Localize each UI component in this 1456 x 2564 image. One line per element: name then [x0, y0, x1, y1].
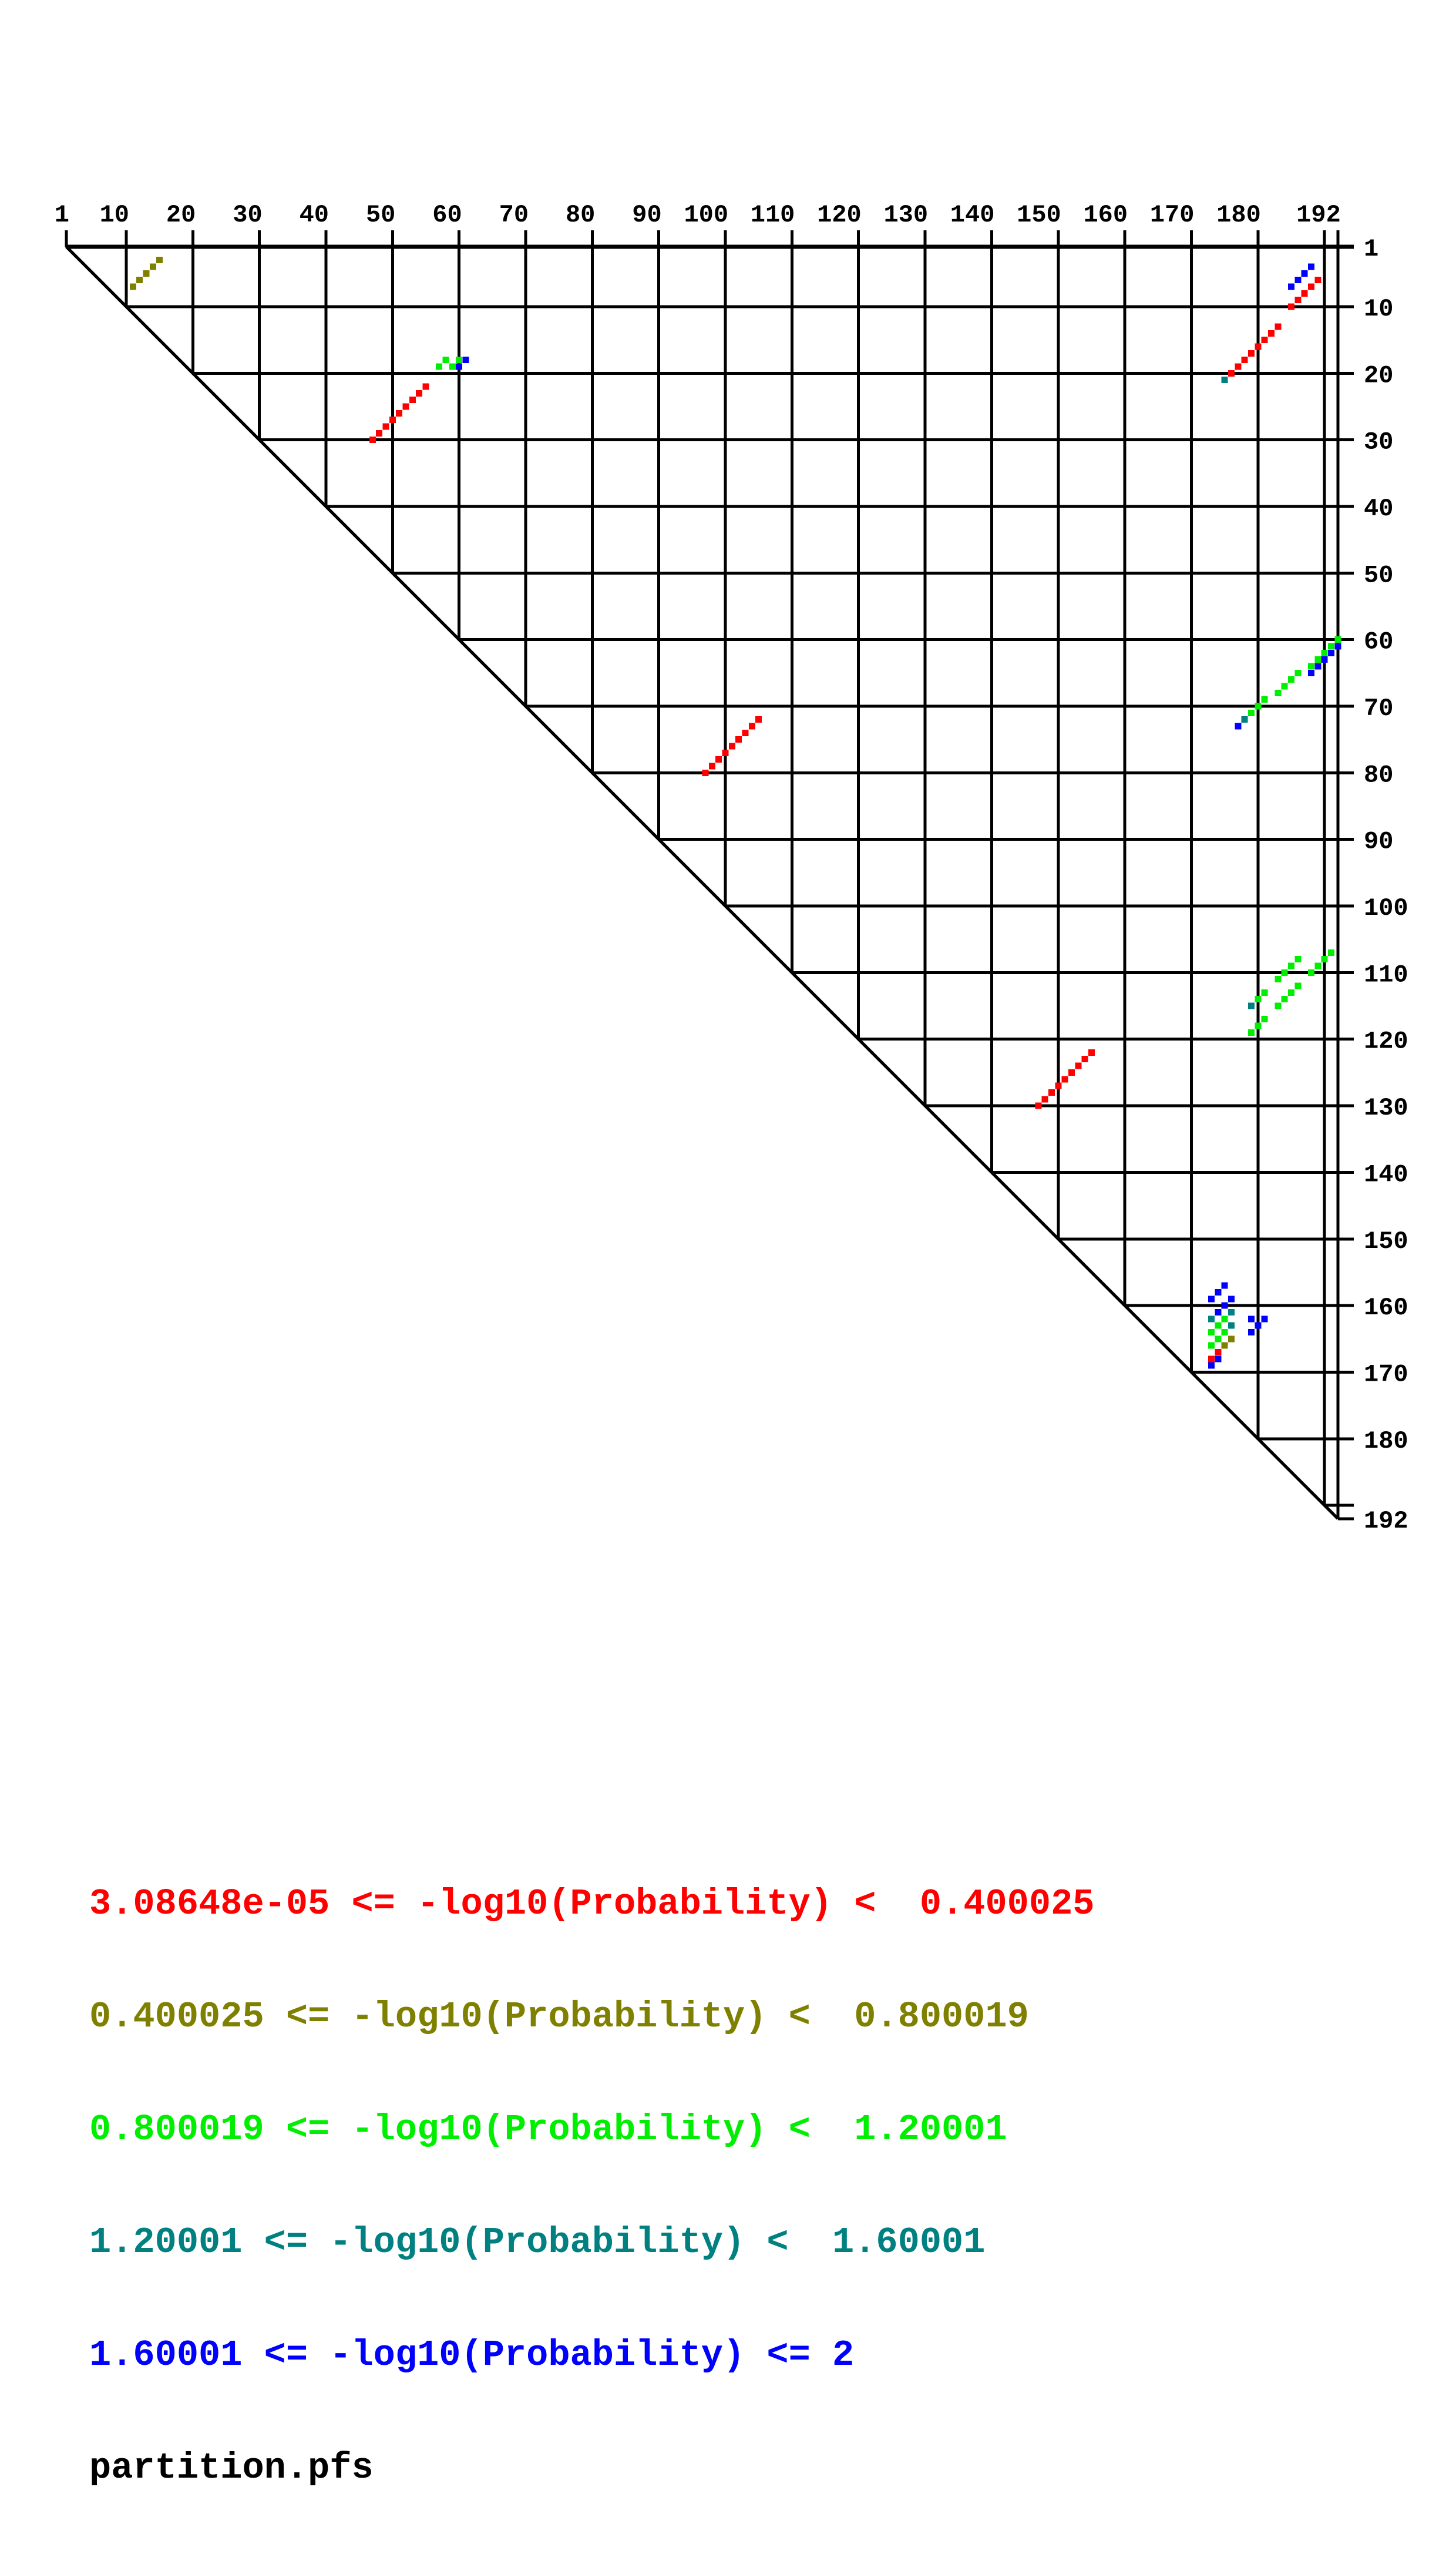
probability-dot: [1215, 1323, 1221, 1329]
probability-dot: [1228, 1335, 1235, 1342]
probability-dot: [1222, 1329, 1228, 1335]
top-axis-label: 120: [817, 201, 862, 229]
probability-dot: [1208, 1343, 1215, 1349]
right-axis-label: 70: [1364, 694, 1394, 723]
probability-dot: [1248, 1003, 1255, 1009]
probability-dot: [1288, 963, 1294, 969]
probability-dot: [1255, 996, 1261, 1002]
probability-dot: [130, 284, 136, 290]
probability-dot: [376, 430, 382, 437]
probability-dot: [1035, 1103, 1041, 1109]
plot-filename: partition.pfs: [89, 2447, 374, 2489]
probability-dot: [735, 736, 742, 743]
probability-dot: [1308, 663, 1314, 670]
legend-entry-red: 3.08648e-05 <= -log10(Probability) < 0.400025: [89, 1883, 1095, 1925]
probability-dot: [1328, 949, 1334, 956]
top-axis-label: 70: [499, 201, 529, 229]
probability-dot: [1308, 969, 1314, 976]
legend-entry-olive: 0.400025 <= -log10(Probability) < 0.800019: [89, 1996, 1029, 2038]
probability-dot: [1275, 976, 1281, 982]
probability-dot: [1082, 1056, 1088, 1062]
probability-dot: [1222, 1343, 1228, 1349]
probability-dot: [1208, 1315, 1215, 1322]
probability-dot: [1215, 1349, 1221, 1355]
probability-dot: [1328, 650, 1334, 656]
probability-dot: [1288, 284, 1294, 290]
probability-dot: [136, 277, 143, 283]
probability-dot: [1248, 350, 1255, 357]
probability-dot: [1048, 1089, 1055, 1096]
probability-dot: [1294, 983, 1301, 989]
right-axis-label: 1: [1364, 235, 1379, 263]
probability-dot: [403, 404, 409, 410]
probability-dot: [389, 417, 396, 423]
probability-dot: [1282, 969, 1288, 976]
probability-dot: [416, 390, 422, 397]
probability-dot: [1255, 703, 1261, 710]
probability-dot: [1294, 277, 1301, 283]
top-axis-label: 40: [299, 201, 329, 229]
legend-entry-blue: 1.60001 <= -log10(Probability) <= 2: [89, 2334, 855, 2376]
probability-dot: [1255, 1323, 1261, 1329]
right-axis-label: 50: [1364, 561, 1394, 590]
probability-dot: [722, 750, 729, 756]
probability-dot: [1308, 284, 1314, 290]
legend-entry-green: 0.800019 <= -log10(Probability) < 1.20001: [89, 2109, 1007, 2150]
probability-dot: [423, 384, 429, 390]
probability-dot: [1288, 989, 1294, 996]
probability-dot: [1055, 1083, 1061, 1089]
probability-dot: [383, 424, 389, 430]
top-axis-label: 10: [99, 201, 130, 229]
probability-dot: [742, 730, 749, 736]
probability-dot: [1215, 1289, 1221, 1296]
right-axis-label: 192: [1364, 1506, 1408, 1535]
probability-dot: [436, 364, 442, 370]
probability-dot: [1255, 1023, 1261, 1029]
probability-dot: [456, 364, 462, 370]
legend-entry-teal: 1.20001 <= -log10(Probability) < 1.60001: [89, 2221, 986, 2263]
probability-dot: [1308, 264, 1314, 270]
probability-dot: [1208, 1362, 1215, 1369]
right-axis-label: 170: [1364, 1360, 1408, 1389]
probability-dot: [1222, 1283, 1228, 1289]
right-axis-label: 20: [1364, 361, 1394, 390]
probability-dot: [1248, 1029, 1255, 1036]
right-axis-label: 180: [1364, 1427, 1408, 1455]
probability-dot: [1328, 643, 1334, 650]
probability-dot: [1242, 716, 1248, 723]
top-axis-label: 100: [684, 201, 729, 229]
probability-dot: [1262, 1315, 1268, 1322]
probability-dot: [709, 763, 715, 770]
top-axis-label: 50: [365, 201, 396, 229]
probability-dot: [1334, 643, 1341, 650]
probability-dot: [449, 364, 456, 370]
top-axis-label: 192: [1296, 201, 1341, 229]
right-axis-label: 120: [1364, 1027, 1408, 1056]
probability-dot: [143, 270, 150, 277]
diagonal-line: [66, 247, 1338, 1519]
probability-dot: [1215, 1309, 1221, 1315]
probability-dot: [1262, 1016, 1268, 1022]
right-axis-label: 110: [1364, 961, 1408, 989]
probability-dot: [396, 410, 402, 417]
top-axis-label: 80: [565, 201, 596, 229]
right-axis-label: 90: [1364, 827, 1394, 856]
probability-dot: [1222, 1315, 1228, 1322]
probability-dot: [1235, 723, 1241, 730]
top-axis-label: 20: [166, 201, 196, 229]
top-axis-label: 160: [1083, 201, 1128, 229]
probability-dot: [1275, 324, 1281, 330]
probability-dot: [1228, 1323, 1235, 1329]
probability-dot: [1262, 989, 1268, 996]
probability-dot: [1288, 304, 1294, 310]
probability-dot: [1294, 297, 1301, 303]
probability-dot: [1075, 1063, 1081, 1069]
probability-dot: [1302, 290, 1308, 297]
top-axis-label: 150: [1017, 201, 1061, 229]
probability-dot: [1275, 1003, 1281, 1009]
probability-dot: [729, 743, 735, 750]
probability-dot: [1255, 344, 1261, 350]
probability-dot: [1222, 377, 1228, 383]
probability-dot: [1248, 1329, 1255, 1335]
probability-dot: [1314, 663, 1321, 670]
probability-dot: [1302, 270, 1308, 277]
top-axis-label: 180: [1216, 201, 1261, 229]
probability-dot: [1314, 656, 1321, 663]
top-axis-label: 140: [950, 201, 995, 229]
right-axis-label: 100: [1364, 894, 1408, 923]
probability-legend: [89, 1810, 1094, 2562]
top-axis-label: 170: [1149, 201, 1195, 229]
probability-dot: [1322, 650, 1328, 656]
right-axis-label: 130: [1364, 1094, 1408, 1123]
probability-dot: [1275, 690, 1281, 696]
top-axis-label: 60: [432, 201, 462, 229]
probability-dot: [456, 357, 462, 363]
top-axis-label: 30: [233, 201, 263, 229]
right-axis-label: 80: [1364, 761, 1394, 790]
top-axis-label: 1: [54, 201, 69, 229]
probability-dot: [1268, 330, 1275, 337]
probability-dot: [1242, 357, 1248, 363]
probability-dot: [369, 437, 376, 443]
probability-dot: [1215, 1335, 1221, 1342]
probability-dot: [1042, 1096, 1048, 1102]
right-axis-label: 60: [1364, 627, 1394, 656]
top-axis-label: 110: [750, 201, 795, 229]
probability-dot: [1222, 1303, 1228, 1309]
probability-dot: [443, 357, 449, 363]
probability-dot: [1215, 1355, 1221, 1362]
probability-dot: [1248, 1315, 1255, 1322]
probability-dot: [1314, 963, 1321, 969]
probability-dot: [150, 264, 156, 270]
probability-dot: [1208, 1355, 1215, 1362]
probability-dot: [1228, 1309, 1235, 1315]
probability-dot: [1288, 676, 1294, 683]
probability-dot: [1262, 337, 1268, 343]
probability-dot: [702, 770, 709, 776]
right-axis-label: 40: [1364, 495, 1394, 523]
probability-dot: [1294, 956, 1301, 962]
probability-dot: [1322, 656, 1328, 663]
right-axis-label: 10: [1364, 295, 1394, 324]
probability-dot: [715, 756, 722, 763]
right-axis-label: 160: [1364, 1294, 1408, 1323]
right-axis-label: 140: [1364, 1160, 1408, 1189]
probability-dot: [1322, 956, 1328, 962]
probability-dot: [1282, 996, 1288, 1002]
right-axis-label: 30: [1364, 428, 1394, 457]
probability-dot: [463, 357, 469, 363]
top-axis-label: 90: [632, 201, 662, 229]
probability-dot: [1248, 710, 1255, 716]
probability-dot: [1062, 1076, 1068, 1082]
probability-dot: [749, 723, 755, 730]
top-axis-label: 130: [883, 201, 929, 229]
probability-dot: [1334, 636, 1341, 643]
probability-dot: [1208, 1296, 1215, 1302]
probability-dot: [1282, 683, 1288, 690]
probability-dot: [1088, 1049, 1095, 1056]
probability-dot: [409, 397, 416, 403]
probability-dot: [156, 257, 163, 263]
probability-dot: [1314, 277, 1321, 283]
probability-dot: [1235, 364, 1241, 370]
probability-dot: [1208, 1329, 1215, 1335]
probability-dot: [1262, 696, 1268, 703]
probability-dot: [1068, 1069, 1075, 1076]
probability-dot: [1308, 670, 1314, 676]
probability-dot: [1228, 370, 1235, 377]
probability-dot: [1228, 1296, 1235, 1302]
probability-dot: [755, 716, 762, 723]
probability-dot: [1294, 670, 1301, 676]
right-axis-label: 150: [1364, 1227, 1408, 1256]
